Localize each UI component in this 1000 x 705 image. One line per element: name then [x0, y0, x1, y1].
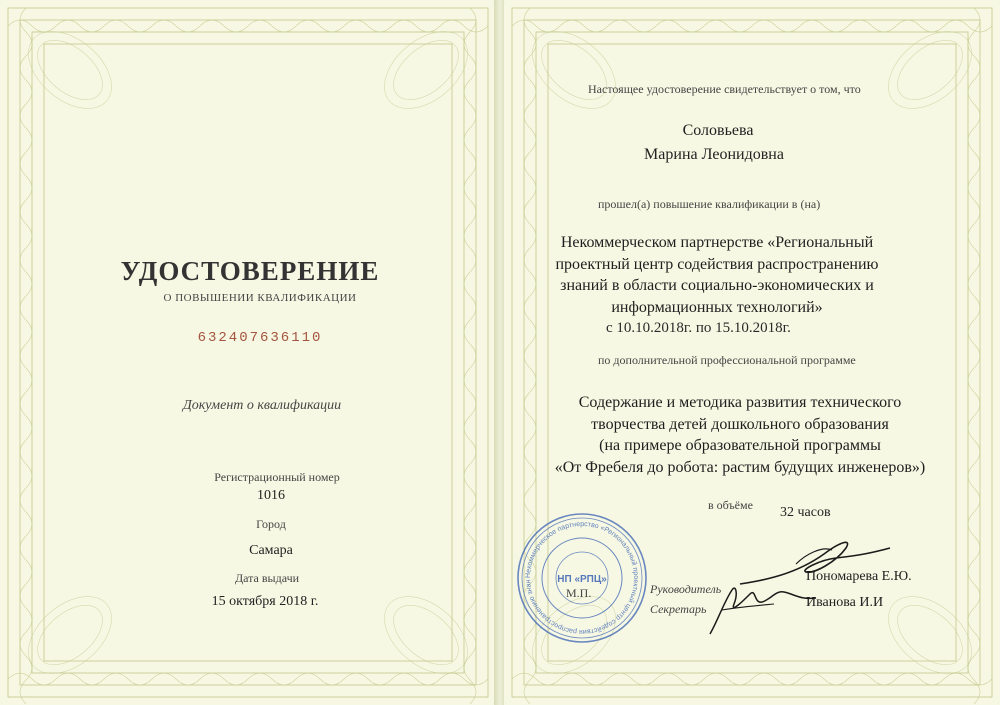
- recipient-given-names: Марина Леонидовна: [644, 146, 784, 163]
- recipient-surname: Соловьева: [682, 122, 754, 139]
- intro-text: Настоящее удостоверение свидетельствует о том, что: [588, 82, 861, 96]
- program-line: (на примере образовательной программы: [599, 437, 881, 454]
- registration-label: Регистрационный номер: [214, 470, 340, 484]
- organization-line: знаний в области социально-экономических и: [560, 277, 874, 294]
- document-type: Документ о квалификации: [182, 398, 342, 413]
- secretary-signature: [704, 580, 824, 640]
- registration-number: 1016: [257, 488, 285, 503]
- organization-line: Некоммерческом партнерстве «Региональный: [560, 234, 874, 251]
- issue-date: 15 октября 2018 г.: [211, 594, 319, 609]
- city: Самара: [249, 543, 293, 558]
- certificate-subtitle: О ПОВЫШЕНИИ КВАЛИФИКАЦИИ: [163, 292, 357, 304]
- volume-hours: 32 часов: [780, 505, 831, 520]
- program-label: по дополнительной профессиональной программе: [598, 353, 856, 367]
- program-title: [520, 392, 960, 478]
- organization-line: информационных технологий»: [611, 298, 823, 316]
- program-line: творчества детей дошкольного образования: [591, 415, 889, 433]
- secretary-label: Секретарь: [650, 602, 707, 616]
- organization-line: проектный центр содействия распространению: [555, 255, 879, 273]
- city-label: Город: [256, 517, 286, 531]
- organization-name: [514, 232, 920, 318]
- organization-stamp: [514, 510, 650, 646]
- training-period: с 10.10.2018г. по 15.10.2018г.: [606, 320, 791, 336]
- svg-text:Некоммерческое партнерство «Ре: [514, 510, 639, 635]
- head-name: Пономарева Е.Ю.: [806, 569, 912, 584]
- left-page: [0, 0, 496, 705]
- right-page: [504, 0, 1000, 705]
- program-line: Содержание и методика развития технического: [578, 394, 902, 411]
- passed-label: прошел(а) повышение квалификации в (на): [598, 197, 821, 211]
- serial-number: 632407636110: [197, 330, 323, 346]
- head-label: Руководитель: [650, 582, 722, 596]
- issue-date-label: Дата выдачи: [234, 571, 300, 585]
- seal-label: М.П.: [566, 586, 592, 600]
- certificate-title: УДОСТОВЕРЕНИЕ: [120, 256, 380, 286]
- volume-label: в объёме: [708, 498, 753, 512]
- secretary-name: Иванова И.И: [806, 595, 884, 610]
- stamp-center-text: НП «РПЦ»: [557, 574, 607, 585]
- program-line: «От Фребеля до робота: растим будущих инженеров»): [554, 458, 926, 476]
- stamp-outer-text: Некоммерческое партнерство «Региональный проектный центр содействия распространению знан: [524, 520, 640, 636]
